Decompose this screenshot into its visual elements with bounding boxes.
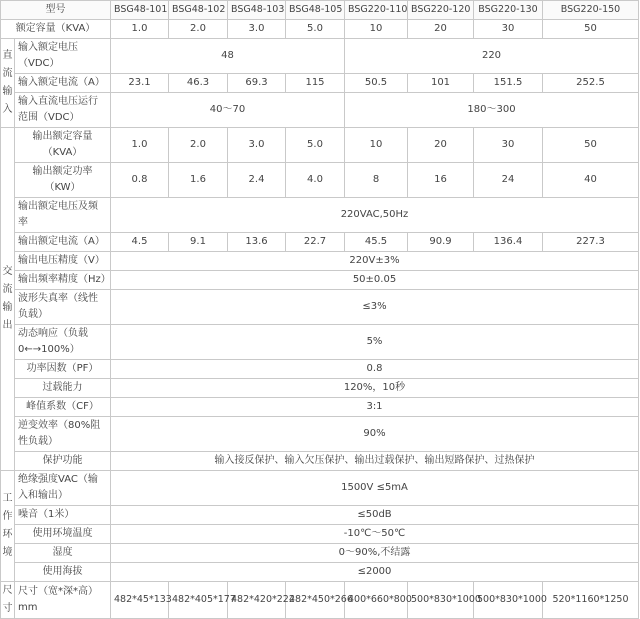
insulation-value: 1500V ≤5mA: [111, 471, 639, 506]
overload-value: 120%，10秒: [111, 379, 639, 398]
output-capacity-label: 输出额定容量（KVA）: [15, 128, 111, 163]
crest-factor-row: [1, 398, 639, 417]
cell-value: 50.5: [345, 74, 408, 93]
input-range-220: 180～300: [345, 93, 639, 128]
crest-factor-label: 峰值系数（CF）: [15, 398, 111, 417]
insulation-label: 绝缘强度VAC（输入和输出）: [15, 471, 111, 506]
input-range-label: 输入直流电压运行范围（VDC）: [15, 93, 111, 128]
dynamic-response-value: 5%: [111, 325, 639, 360]
model-name: BSG220-150: [543, 1, 639, 20]
thd-value: ≤3%: [111, 290, 639, 325]
power-factor-value: 0.8: [111, 360, 639, 379]
model-name: BSG220-130: [474, 1, 543, 20]
output-power-label: 输出额定功率（KW）: [15, 163, 111, 198]
humidity-value: 0～90%,不结露: [111, 544, 639, 563]
cell-value: 520*1160*1250: [543, 582, 639, 619]
dimensions-row: [1, 582, 639, 619]
model-label: 型号: [1, 1, 111, 20]
cell-value: 69.3: [228, 74, 286, 93]
rated-capacity-label: 额定容量（KVA）: [1, 20, 111, 39]
cell-value: 3.0: [228, 20, 286, 39]
output-voltage-freq-row: [1, 198, 639, 233]
cell-value: 90.9: [408, 233, 474, 252]
cell-value: 50: [543, 128, 639, 163]
cell-value: 9.1: [169, 233, 228, 252]
cell-value: 30: [474, 128, 543, 163]
cell-value: 101: [408, 74, 474, 93]
insulation-row: [1, 471, 639, 506]
output-current-row: [1, 233, 639, 252]
dimensions-label: 尺寸（宽*深*高）mm: [15, 582, 111, 619]
altitude-row: [1, 563, 639, 582]
freq-accuracy-label: 输出频率精度（Hz）: [15, 271, 111, 290]
cell-value: 4.0: [286, 163, 345, 198]
cell-value: 482*405*177: [169, 582, 228, 619]
altitude-label: 使用海拔: [15, 563, 111, 582]
cell-value: 482*450*266: [286, 582, 345, 619]
input-current-label: 输入额定电流（A）: [15, 74, 111, 93]
voltage-accuracy-label: 输出电压精度（V）: [15, 252, 111, 271]
input-voltage-label: 输入额定电压（VDC）: [15, 39, 111, 74]
cell-value: 16: [408, 163, 474, 198]
noise-value: ≤50dB: [111, 506, 639, 525]
model-name: BSG220-110: [345, 1, 408, 20]
cell-value: 500*830*1000: [408, 582, 474, 619]
cell-value: 0.8: [111, 163, 169, 198]
temperature-label: 使用环境温度: [15, 525, 111, 544]
cell-value: 10: [345, 20, 408, 39]
cell-value: 5.0: [286, 20, 345, 39]
cell-value: 40: [543, 163, 639, 198]
input-voltage-48: 48: [111, 39, 345, 74]
header-row: [1, 1, 639, 20]
noise-label: 噪音（1米）: [15, 506, 111, 525]
cell-value: 50: [543, 20, 639, 39]
crest-factor-value: 3:1: [111, 398, 639, 417]
cell-value: 482*45*133: [111, 582, 169, 619]
cell-value: 3.0: [228, 128, 286, 163]
cell-value: 5.0: [286, 128, 345, 163]
protection-value: 输入接反保护、输入欠压保护、输出过载保护、输出短路保护、过热保护: [111, 452, 639, 471]
cell-value: 1.6: [169, 163, 228, 198]
input-voltage-220: 220: [345, 39, 639, 74]
cell-value: 400*660*800: [345, 582, 408, 619]
model-name: BSG48-102: [169, 1, 228, 20]
dimensions-section-label: 尺寸: [1, 582, 15, 619]
cell-value: 45.5: [345, 233, 408, 252]
cell-value: 482*420*222: [228, 582, 286, 619]
voltage-accuracy-value: 220V±3%: [111, 252, 639, 271]
cell-value: 136.4: [474, 233, 543, 252]
protection-label: 保护功能: [15, 452, 111, 471]
humidity-row: [1, 544, 639, 563]
cell-value: 500*830*1000: [474, 582, 543, 619]
input-voltage-row: [1, 39, 639, 74]
protection-row: [1, 452, 639, 471]
dynamic-response-row: [1, 325, 639, 360]
cell-value: 13.6: [228, 233, 286, 252]
output-power-row: [1, 163, 639, 198]
dc-input-section-label: 直流输入: [1, 39, 15, 128]
cell-value: 151.5: [474, 74, 543, 93]
model-name: BSG48-103: [228, 1, 286, 20]
output-capacity-row: [1, 128, 639, 163]
ac-output-section-label: 交流输出: [1, 128, 15, 471]
cell-value: 24: [474, 163, 543, 198]
cell-value: 46.3: [169, 74, 228, 93]
thd-label: 波形失真率（线性负载）: [15, 290, 111, 325]
environment-section-label: 工作环境: [1, 471, 15, 582]
humidity-label: 湿度: [15, 544, 111, 563]
cell-value: 20: [408, 20, 474, 39]
input-range-48: 40～70: [111, 93, 345, 128]
thd-row: [1, 290, 639, 325]
output-voltage-freq-label: 输出额定电压及频率: [15, 198, 111, 233]
cell-value: 1.0: [111, 20, 169, 39]
cell-value: 2.0: [169, 20, 228, 39]
cell-value: 252.5: [543, 74, 639, 93]
rated-capacity-row: [1, 20, 639, 39]
cell-value: 2.4: [228, 163, 286, 198]
cell-value: 20: [408, 128, 474, 163]
cell-value: 23.1: [111, 74, 169, 93]
efficiency-label: 逆变效率（80%阻性负载）: [15, 417, 111, 452]
power-factor-row: [1, 360, 639, 379]
freq-accuracy-row: [1, 271, 639, 290]
cell-value: 1.0: [111, 128, 169, 163]
output-current-label: 输出额定电流（A）: [15, 233, 111, 252]
cell-value: 22.7: [286, 233, 345, 252]
model-name: BSG220-120: [408, 1, 474, 20]
temperature-value: -10℃～50℃: [111, 525, 639, 544]
altitude-value: ≤2000: [111, 563, 639, 582]
cell-value: 10: [345, 128, 408, 163]
model-name: BSG48-105: [286, 1, 345, 20]
cell-value: 30: [474, 20, 543, 39]
temperature-row: [1, 525, 639, 544]
noise-row: [1, 506, 639, 525]
input-range-row: [1, 93, 639, 128]
power-factor-label: 功率因数（PF）: [15, 360, 111, 379]
cell-value: 227.3: [543, 233, 639, 252]
input-current-row: [1, 74, 639, 93]
voltage-accuracy-row: [1, 252, 639, 271]
dynamic-response-label: 动态响应（负载0←→100%）: [15, 325, 111, 360]
overload-label: 过载能力: [15, 379, 111, 398]
freq-accuracy-value: 50±0.05: [111, 271, 639, 290]
efficiency-value: 90%: [111, 417, 639, 452]
cell-value: 2.0: [169, 128, 228, 163]
overload-row: [1, 379, 639, 398]
model-name: BSG48-101: [111, 1, 169, 20]
cell-value: 8: [345, 163, 408, 198]
cell-value: 115: [286, 74, 345, 93]
cell-value: 4.5: [111, 233, 169, 252]
output-voltage-freq-value: 220VAC,50Hz: [111, 198, 639, 233]
efficiency-row: [1, 417, 639, 452]
